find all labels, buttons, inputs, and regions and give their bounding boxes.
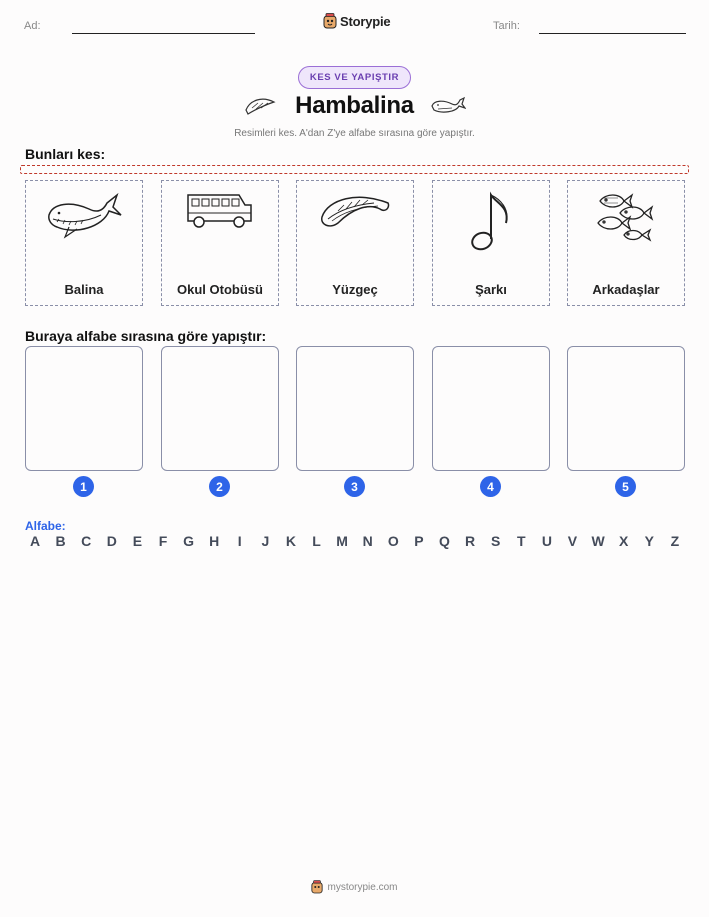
alphabet-letter: L (312, 533, 321, 549)
alphabet-letter: O (387, 533, 399, 549)
date-label: Tarih: (493, 20, 520, 32)
alphabet-letter: T (517, 533, 526, 549)
brand-name: Storypie (340, 13, 391, 29)
alphabet-letter: J (261, 533, 270, 549)
alphabet-letter: Z (670, 533, 680, 549)
alphabet-letter: P (414, 533, 424, 549)
paste-box-4[interactable] (432, 346, 550, 471)
alphabet-letter: F (158, 533, 168, 549)
cut-card-song[interactable] (432, 180, 550, 306)
alphabet-letter: N (362, 533, 373, 549)
alphabet-letter: V (567, 533, 578, 549)
alphabet-label: Alfabe: (25, 519, 66, 533)
alphabet-letter: K (285, 533, 296, 549)
paste-box-3[interactable] (296, 346, 414, 471)
cut-card-label: Yüzgeç (332, 282, 378, 297)
whale-icon (430, 96, 466, 116)
number-badge: 2 (209, 476, 230, 497)
storypie-mascot-icon (311, 880, 323, 894)
alphabet-letter: A (29, 533, 41, 549)
alphabet-letter: H (209, 533, 220, 549)
number-badge: 3 (344, 476, 365, 497)
brand-logo (323, 13, 390, 29)
alphabet-letter: D (106, 533, 117, 549)
alphabet-letter: W (591, 533, 605, 549)
cut-card-label: Balina (64, 282, 104, 297)
number-badge: 4 (480, 476, 501, 497)
paste-box-1[interactable] (25, 346, 143, 471)
storypie-mascot-icon (323, 13, 337, 29)
alphabet-letter: B (55, 533, 66, 549)
name-label: Ad: (24, 20, 41, 32)
cut-card-whale[interactable] (25, 180, 143, 306)
paste-heading: Buraya alfabe sırasına göre yapıştır: (25, 328, 267, 344)
cut-line (20, 165, 689, 174)
alphabet-row (25, 533, 685, 549)
cut-card-label: Arkadaşlar (592, 282, 660, 297)
fish-group-icon (594, 189, 658, 247)
school-bus-icon (185, 191, 255, 231)
alphabet-letter: U (541, 533, 552, 549)
instructions: Resimleri kes. A'dan Z'ye alfabe sırasına göre yapıştır. (234, 128, 475, 139)
cut-card-label: Okul Otobüsü (177, 282, 263, 297)
cut-card-label: Şarkı (475, 282, 507, 297)
alphabet-letter: M (336, 533, 348, 549)
cut-card-bus[interactable] (161, 180, 279, 306)
name-line (72, 33, 255, 34)
cut-card-friends[interactable] (567, 180, 685, 306)
alphabet-letter: S (491, 533, 501, 549)
worksheet-title: Hambalina (295, 92, 414, 119)
cut-heading: Bunları kes: (25, 146, 106, 162)
alphabet-letter: R (465, 533, 476, 549)
cut-card-fin[interactable] (296, 180, 414, 306)
alphabet-letter: I (237, 533, 242, 549)
whale-icon (45, 189, 123, 241)
music-note-icon (466, 189, 516, 253)
alphabet-letter: X (618, 533, 629, 549)
alphabet-letter: C (81, 533, 92, 549)
alphabet-letter: G (183, 533, 194, 549)
footer (0, 880, 709, 894)
footer-site[interactable]: mystorypie.com (327, 881, 398, 893)
paste-box-5[interactable] (567, 346, 685, 471)
alphabet-letter: Q (439, 533, 450, 549)
fin-icon (318, 191, 392, 233)
paste-box-2[interactable] (161, 346, 279, 471)
number-badge: 1 (73, 476, 94, 497)
alphabet-letter: E (132, 533, 143, 549)
date-line (539, 33, 686, 34)
activity-badge: KES VE YAPIŞTIR (298, 66, 411, 89)
alphabet-letter: Y (644, 533, 654, 549)
number-badge: 5 (615, 476, 636, 497)
